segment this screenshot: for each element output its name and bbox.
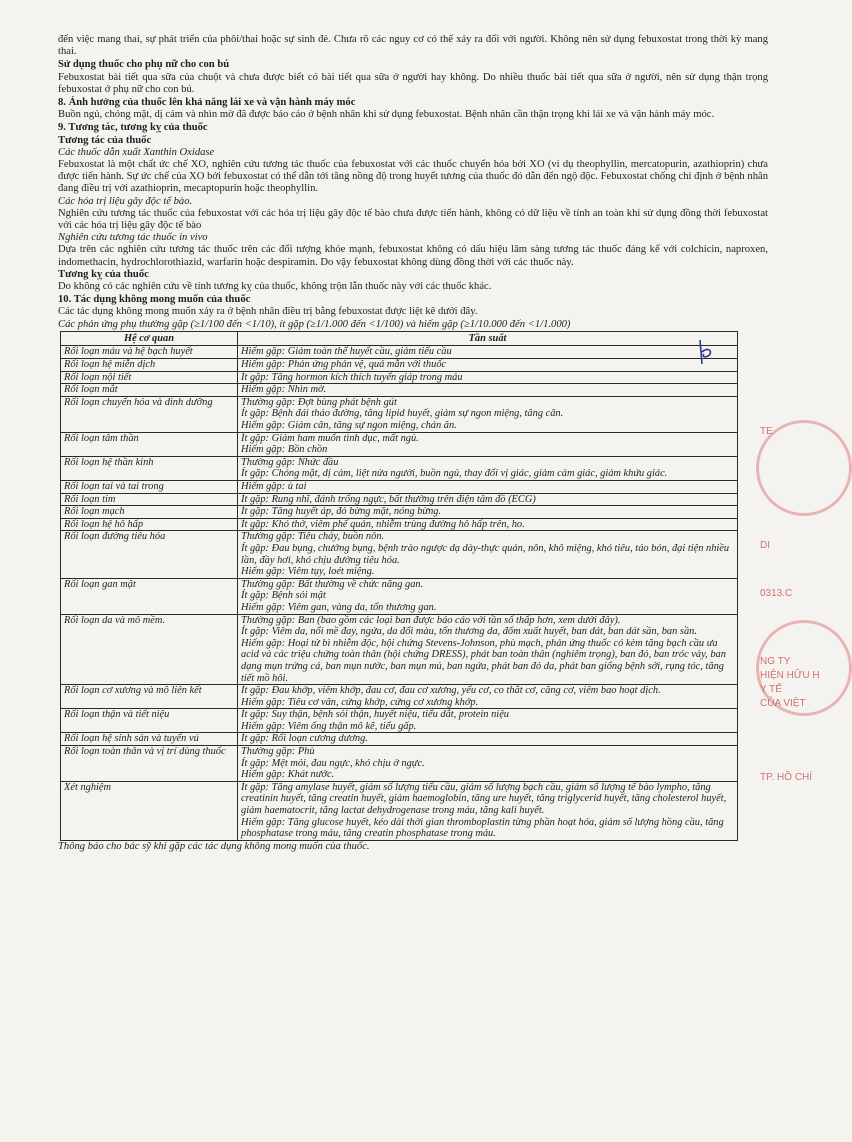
effects-cell xyxy=(238,518,738,531)
organ-system-cell: Rối loạn da và mô mềm. xyxy=(61,614,238,685)
effect-line: Hiếm gặp: Hoại tử bì nhiễm độc, hội chứng Stevens-Johnson, phù mạch, phản ứng thuốc có kèm tăng bạch cầu ưa acid và các triệu chứng toàn thân (hội chứng DRESS), phát ban toàn thân (nghiêm trọng), ban đỏ, ban tróc vảy, ban dạng mụn trứng cá, ban mụn nước, ban mụn mủ, ban ngứa, phát ban đỏ da, phát ban giống bệnh sởi, rụng tóc, tăng tiết mồ hôi. xyxy=(241,637,726,684)
footer-note: Thông báo cho bác sỹ khi gặp các tác dụng không mong muốn của thuốc. xyxy=(58,840,370,852)
section-9-heading: 9. Tương tác, tương kỵ của thuốc xyxy=(58,122,208,134)
table-row xyxy=(61,506,738,519)
effect-line: Ít gặp: Mệt mỏi, đau ngực, khó chịu ở ngực. xyxy=(241,757,425,769)
stamp-text: HIỆN HỮU H xyxy=(760,670,820,681)
effect-line: Thường gặp: Đợt bùng phát bệnh gút xyxy=(241,396,397,408)
effect-line: Hiếm gặp: Tăng glucose huyết, kéo dài thời gian thromboplastin từng phần hoạt hóa, giảm số lượng hồng cầu, tăng phosphatase trong máu, tăng creatin phosphatase trong máu. xyxy=(241,816,724,840)
effect-line: Ít gặp: Bệnh sỏi mật xyxy=(241,590,326,602)
effect-line: Hiếm gặp: Giảm cân, tăng sự ngon miệng, chán ăn. xyxy=(241,420,457,432)
table-row xyxy=(61,346,738,359)
organ-system-cell: Rối loạn tim xyxy=(61,493,238,506)
effect-line: Ít gặp: Viêm da, nổi mề đay, ngứa, da đổi màu, tổn thương da, đốm xuất huyết, ban dát, ban dát sần, ban sần. xyxy=(241,626,697,638)
effects-cell xyxy=(238,746,738,782)
organ-system-cell: Rối loạn hệ sinh sản và tuyến vú xyxy=(61,733,238,746)
table-row xyxy=(61,493,738,506)
invivo-text: Dựa trên các nghiên cứu tương tác thuốc trên các đối tượng khỏe mạnh, febuxostat không có dấu hiệu lâm sàng tương tác thuốc đáng kể với colchicin, naproxen, indomethacin, hydrochlorothiazid, warfarin hoặc despiramin. Do vậy febuxostat không dùng đồng thời với các thuốc này. xyxy=(58,244,768,268)
effect-line: Hiếm gặp: Khát nước. xyxy=(241,769,335,781)
table-row xyxy=(61,709,738,733)
effects-cell xyxy=(238,346,738,359)
effects-cell xyxy=(238,481,738,494)
effects-cell xyxy=(238,685,738,709)
effect-line: Hiếm gặp: Tiêu cơ vân, cứng khớp, cứng cơ xương khớp. xyxy=(241,696,479,708)
table-row xyxy=(61,481,738,494)
lactation-heading: Sử dụng thuốc cho phụ nữ cho con bú xyxy=(58,59,230,71)
effects-cell xyxy=(238,614,738,685)
section-10-heading: 10. Tác dụng không mong muốn của thuốc xyxy=(58,294,251,306)
table-row xyxy=(61,733,738,746)
effect-line: Ít gặp: Chóng mặt, dị cảm, liệt nửa người, buồn ngủ, thay đổi vị giác, giảm cảm giác, giảm khứu giác. xyxy=(241,468,668,480)
effects-cell xyxy=(238,578,738,614)
stamp-text: CỦA VIỆT xyxy=(760,698,806,709)
table-row xyxy=(61,396,738,432)
interaction-subheading: Tương tác của thuốc xyxy=(58,134,152,146)
header-organ-system: Hệ cơ quan xyxy=(61,331,238,346)
effect-line: Ít gặp: Tăng amylase huyết, giảm số lượng tiểu cầu, giảm số lượng bạch cầu, giảm số lượng tế bào lympho, tăng creatinin huyết, tăng creatin huyết, giảm haemoglobin, tăng ure huyết, tăng triglycerid huyết, tăng cholesterol huyết, giảm haematocrit, tăng lactat dehydrogenase trong máu, tăng kali huyết. xyxy=(241,781,727,817)
effect-line: Hiếm gặp: ù tai xyxy=(241,481,307,492)
table-row xyxy=(61,518,738,531)
table-row xyxy=(61,578,738,614)
organ-system-cell: Rối loạn đường tiêu hóa xyxy=(61,531,238,578)
lactation-text: Febuxostat bài tiết qua sữa của chuột và chưa được biết có bài tiết qua sữa ở người hay không. Do nhiều thuốc bài tiết qua sữa ở người, nên sử dụng thận trọng febuxostat ở phụ nữ cho con bú. xyxy=(58,71,768,95)
effect-line: Hiếm gặp: Nhìn mờ. xyxy=(241,384,327,396)
organ-system-cell: Rối loạn cơ xương và mô liên kết xyxy=(61,685,238,709)
effects-cell xyxy=(238,371,738,384)
organ-system-cell: Rối loạn máu và hệ bạch huyết xyxy=(61,346,238,359)
stamp-text: NG TY xyxy=(760,656,791,667)
organ-system-cell: Rối loạn mạch xyxy=(61,506,238,519)
table-row xyxy=(61,685,738,709)
effect-line: Hiếm gặp: Viêm tụy, loét miệng. xyxy=(241,566,375,578)
effects-cell xyxy=(238,456,738,480)
adverse-effects-table xyxy=(60,331,738,841)
table-row xyxy=(61,384,738,397)
effect-line: Ít gặp: Rung nhĩ, đánh trống ngực, bất thường trên điện tâm đồ (ECG) xyxy=(241,493,536,505)
organ-system-cell: Rối loạn hệ miễn dịch xyxy=(61,359,238,372)
section-8-heading: 8. Ảnh hưởng của thuốc lên khả năng lái xe và vận hành máy móc xyxy=(58,97,356,109)
organ-system-cell: Rối loạn thận và tiết niệu xyxy=(61,709,238,733)
stamp-text: Y TẾ xyxy=(760,684,782,695)
effect-line: Ít gặp: Tăng hormon kích thích tuyến giáp trong máu xyxy=(241,371,463,383)
effects-cell xyxy=(238,359,738,372)
effects-cell xyxy=(238,506,738,519)
effect-line: Thường gặp: Phù xyxy=(241,746,315,758)
table-row xyxy=(61,359,738,372)
pregnancy-continued: đến việc mang thai, sự phát triển của phôi/thai hoặc sự sinh đẻ. Chưa rõ các nguy cơ có thể xảy ra đối với người. Không nên sử dụng febuxostat trong thời kỳ mang thai. xyxy=(58,34,768,58)
effect-line: Hiếm gặp: Giảm toàn thể huyết cầu, giảm tiểu cầu xyxy=(241,346,452,358)
document-page xyxy=(58,34,768,853)
frequency-note: Các phản ứng phụ thường gặp (≥1/100 đến <1/10), ít gặp (≥1/1.000 đến <1/100) và hiếm gặp (≥1/10.000 đến <1/1.000) xyxy=(58,318,571,330)
stamp-text: 0313.C xyxy=(760,588,793,599)
invivo-subheading: Nghiên cứu tương tác thuốc in vivo xyxy=(58,232,208,244)
organ-system-cell: Rối loạn nội tiết xyxy=(61,371,238,384)
stamp-text: DI xyxy=(760,540,770,551)
organ-system-cell: Rối loạn tai và tai trong xyxy=(61,481,238,494)
effect-line: Hiếm gặp: Viêm gan, vàng da, tổn thương gan. xyxy=(241,601,437,613)
table-row xyxy=(61,746,738,782)
organ-system-cell: Rối loạn hệ thần kinh xyxy=(61,456,238,480)
effect-line: Ít gặp: Đau bụng, chướng bụng, bệnh trào ngược dạ dày-thực quản, nôn, khô miệng, khó tiêu, táo bón, đại tiện nhiều lần, đầy hơi, khó chịu đường tiêu hóa. xyxy=(241,542,730,566)
organ-system-cell: Rối loạn chuyển hóa và dinh dưỡng xyxy=(61,396,238,432)
effects-cell xyxy=(238,396,738,432)
chemo-text: Nghiên cứu tương tác thuốc của febuxostat với các hóa trị liệu gây độc tế bào chưa được tiến hành, không có dữ liệu về tính an toàn khi sử dụng đồng thời febuxostat với các hóa trị liệu gây độc tế bào xyxy=(58,207,768,232)
effects-cell xyxy=(238,384,738,397)
effects-cell xyxy=(238,781,738,840)
table-row xyxy=(61,456,738,480)
table-header-row xyxy=(61,331,738,346)
effect-line: Hiếm gặp: Phản ứng phản vệ, quá mẫn với thuốc xyxy=(241,359,447,371)
effect-line: Thường gặp: Tiêu chảy, buồn nôn. xyxy=(241,531,385,543)
table-row xyxy=(61,371,738,384)
adverse-effects-body xyxy=(61,346,738,840)
organ-system-cell: Xét nghiệm xyxy=(61,781,238,840)
effect-line: Thường gặp: Bất thường về chức năng gan. xyxy=(241,578,424,590)
effect-line: Ít gặp: Đau khớp, viêm khớp, đau cơ, đau cơ xương, yếu cơ, co thắt cơ, căng cơ, viêm bao hoạt dịch. xyxy=(241,685,661,697)
incompatibility-subheading: Tương kỵ của thuốc xyxy=(58,268,149,280)
organ-system-cell: Rối loạn gan mật xyxy=(61,578,238,614)
signature-mark xyxy=(690,338,718,368)
effect-line: Ít gặp: Khó thở, viêm phế quản, nhiễm trùng đường hô hấp trên, ho. xyxy=(241,518,525,530)
organ-system-cell: Rối loạn hệ hô hấp xyxy=(61,518,238,531)
effects-cell xyxy=(238,432,738,456)
effect-line: Thường gặp: Ban (bao gồm các loại ban được báo cáo với tần số thấp hơn, xem dưới đây). xyxy=(241,614,621,626)
xo-subheading: Các thuốc dẫn xuất Xanthin Oxidase xyxy=(58,146,215,158)
effect-line: Thường gặp: Nhức đầu xyxy=(241,456,339,468)
section-10-intro: Các tác dụng không mong muốn xảy ra ở bệnh nhân điều trị bằng febuxostat được liệt kê dưới đây. xyxy=(58,306,478,318)
organ-system-cell: Rối loạn tâm thần xyxy=(61,432,238,456)
incompatibility-text: Do không có các nghiên cứu về tính tương kỵ của thuốc, không trộn lẫn thuốc này với các thuốc khác. xyxy=(58,281,492,293)
effect-line: Ít gặp: Tăng huyết áp, đỏ bừng mặt, nóng bừng. xyxy=(241,506,442,518)
stamp-text: TE xyxy=(760,426,773,437)
effect-line: Ít gặp: Suy thận, bệnh sỏi thận, huyết niệu, tiểu dắt, protein niệu xyxy=(241,709,509,721)
effect-line: Hiếm gặp: Viêm ống thận mô kẽ, tiểu gấp. xyxy=(241,720,417,732)
table-row xyxy=(61,432,738,456)
effects-cell xyxy=(238,531,738,578)
effects-cell xyxy=(238,733,738,746)
effect-line: Ít gặp: Rối loạn cương dương. xyxy=(241,733,368,745)
table-row xyxy=(61,614,738,685)
organ-system-cell: Rối loạn toàn thân và vị trí dùng thuốc xyxy=(61,746,238,782)
company-stamp xyxy=(756,420,820,800)
organ-system-cell: Rối loạn mắt xyxy=(61,384,238,397)
effect-line: Ít gặp: Bệnh đái tháo đường, tăng lipid huyết, giảm sự ngon miệng, tăng cân. xyxy=(241,408,564,420)
header-frequency: Tần suất xyxy=(238,331,738,346)
effects-cell xyxy=(238,493,738,506)
chemo-subheading: Các hóa trị liệu gây độc tế bào. xyxy=(58,195,193,207)
xo-text: Febuxostat là một chất ức chế XO, nghiên cứu tương tác thuốc của febuxostat với các thuốc chuyển hóa bởi XO (ví dụ theophyllin, mercatopurin, azathioprin) chưa được tiến hành. Sự ức chế của XO bởi febuxostat có thể dẫn tới tăng nồng độ trong huyết tương của thuốc đó dẫn đến ngộ độc. Febuxostat chống chỉ định ở bệnh nhân đang điều trị với azathioprin, mecaptopurin hoặc theophyllin. xyxy=(58,159,768,195)
section-8-text: Buồn ngủ, chóng mặt, dị cảm và nhìn mờ đã được báo cáo ở bệnh nhân khi sử dụng febuxostat. Bệnh nhân cần thận trọng khi lái xe và vận hành máy móc. xyxy=(58,109,715,121)
effect-line: Ít gặp: Giảm ham muốn tình dục, mất ngủ. xyxy=(241,432,419,444)
effect-line: Hiếm gặp: Bồn chồn xyxy=(241,444,328,456)
stamp-text: TP. HỒ CHÍ xyxy=(760,772,813,783)
table-row xyxy=(61,781,738,840)
table-row xyxy=(61,531,738,578)
effects-cell xyxy=(238,709,738,733)
